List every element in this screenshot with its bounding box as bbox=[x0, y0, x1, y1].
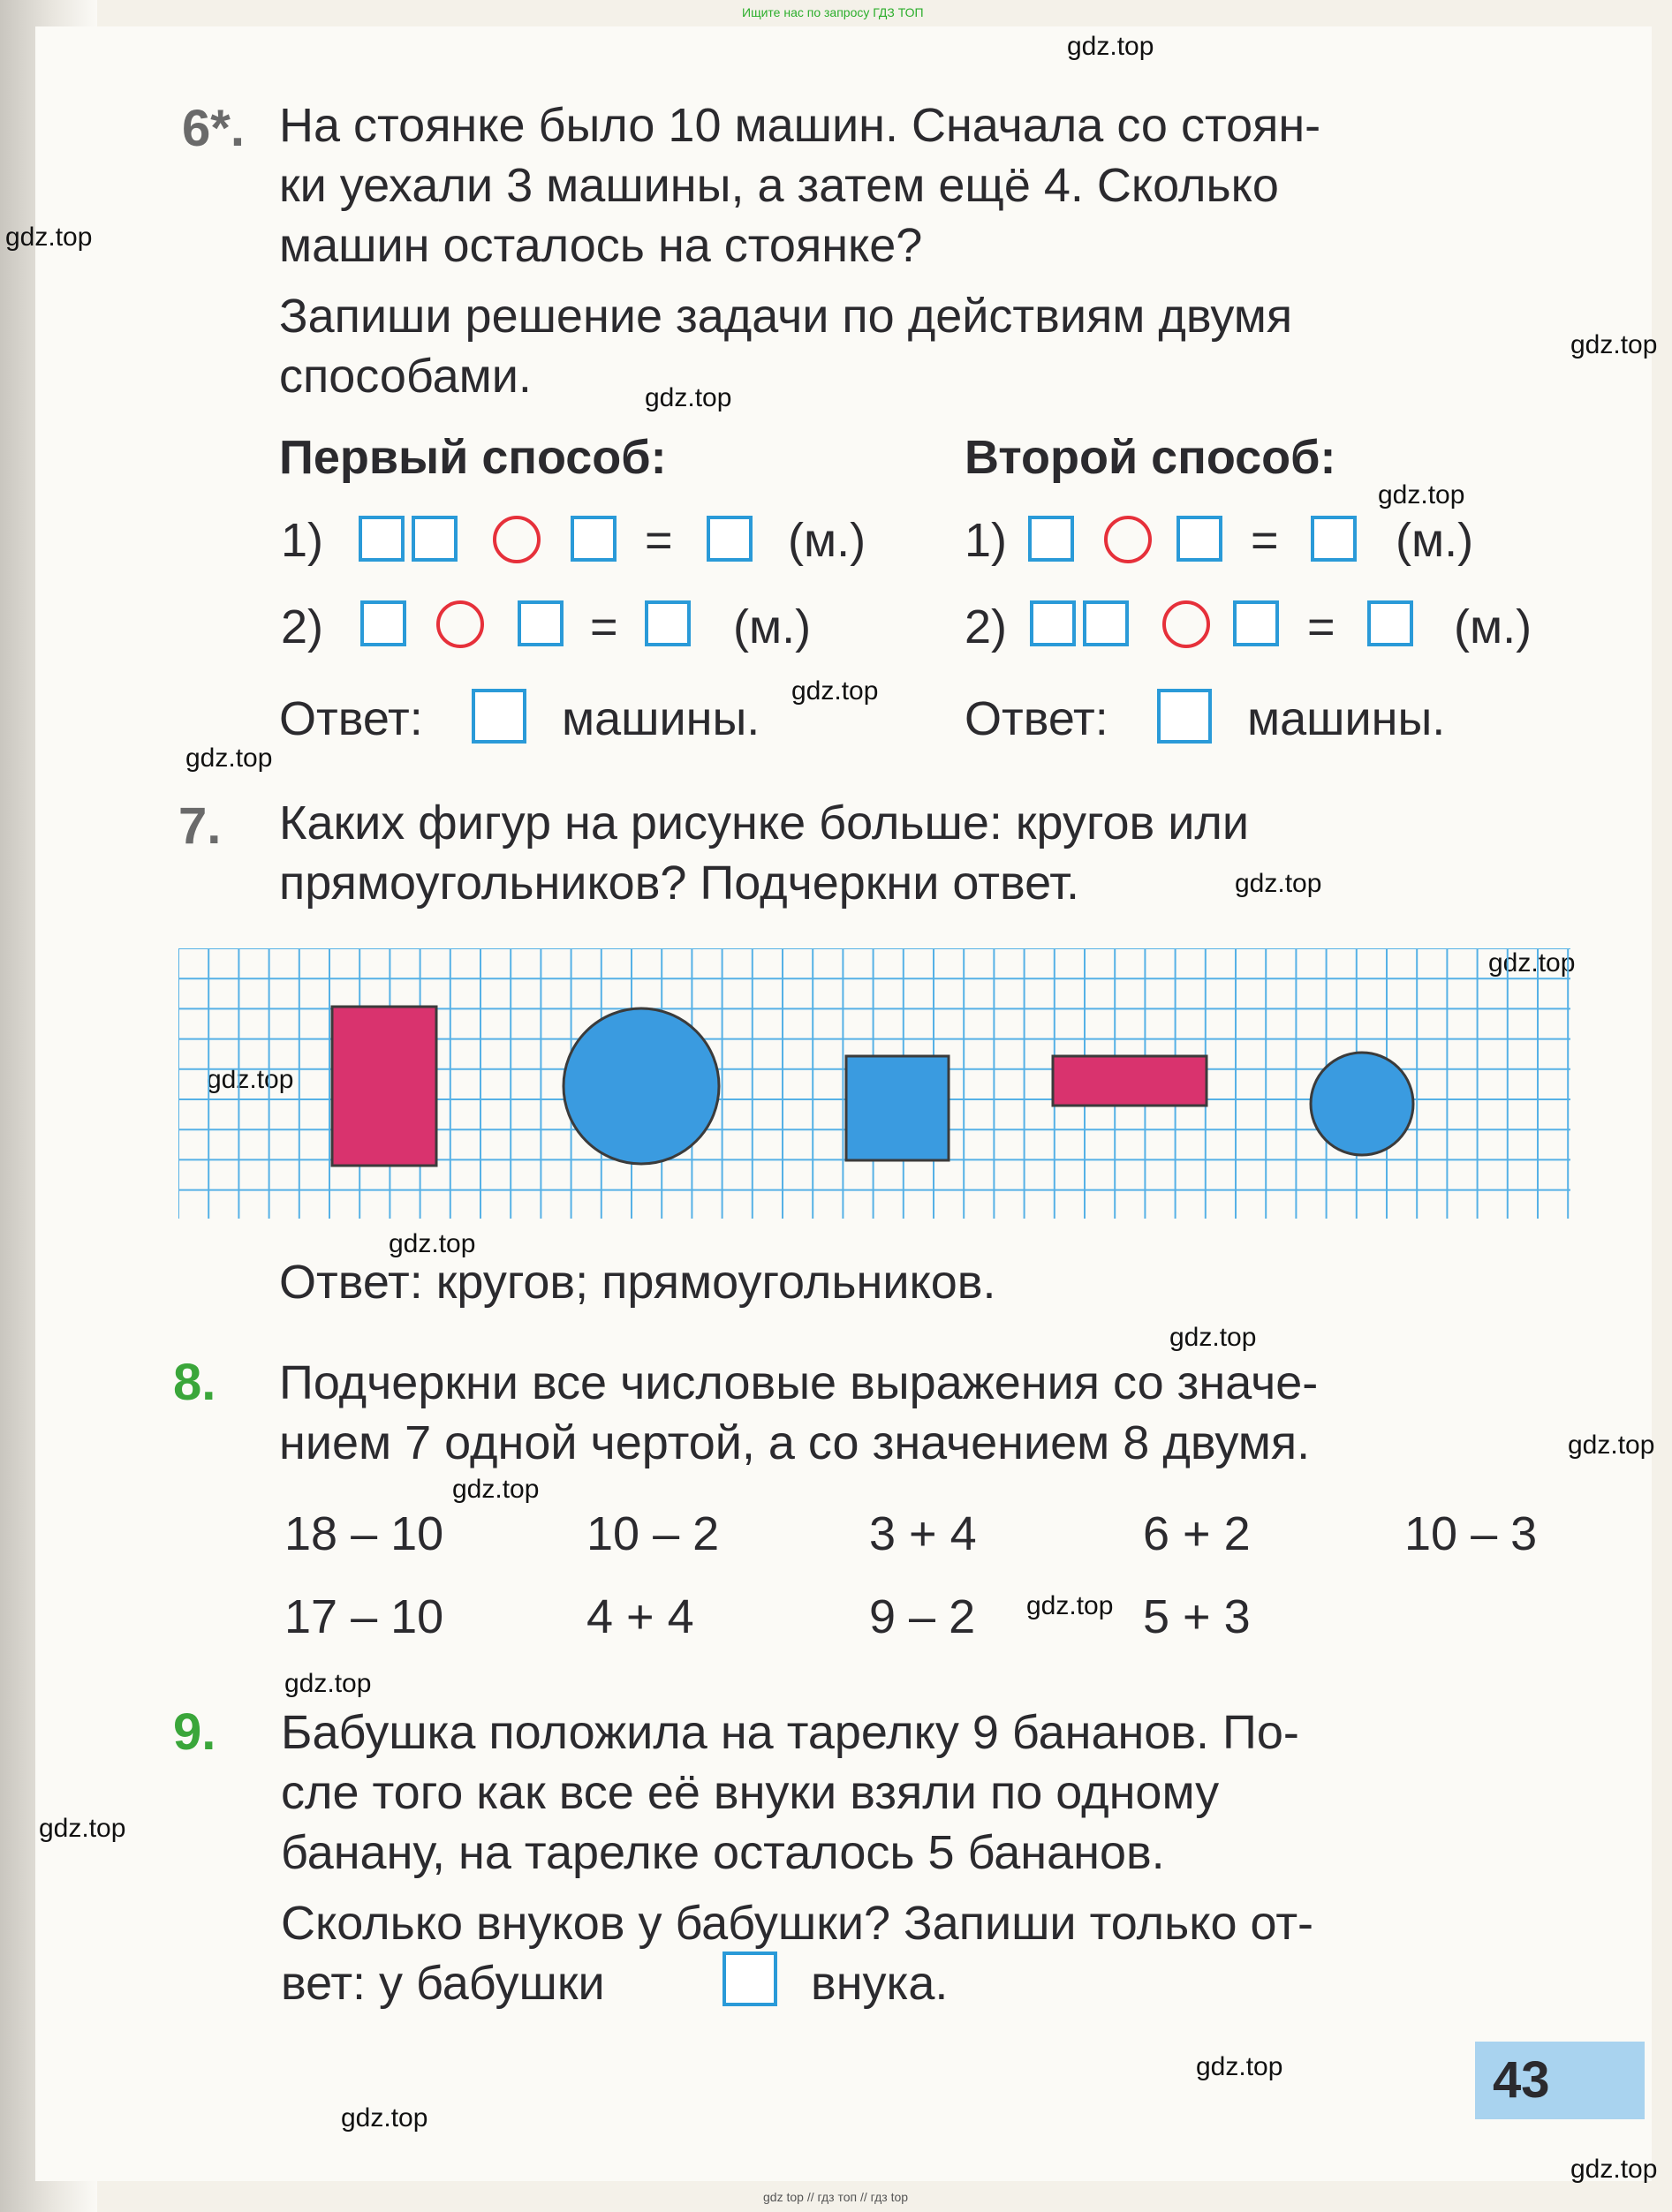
task9-line4: Сколько внуков у бабушки? Запиши только от- bbox=[281, 1897, 1314, 1950]
task9-line5-end: внука. bbox=[811, 1957, 949, 2010]
page-number: 43 bbox=[1475, 2042, 1645, 2119]
method1-step1-label: 1) bbox=[281, 514, 324, 567]
task6-line1: На стоянке было 10 машин. Сначала со стоян- bbox=[279, 99, 1321, 152]
answer-unit: машины. bbox=[1247, 692, 1446, 745]
expression[interactable]: 6 + 2 bbox=[1143, 1507, 1251, 1560]
task6-number: 6*. bbox=[182, 100, 245, 157]
method2-step1-label: 1) bbox=[965, 514, 1008, 567]
watermark: gdz.top bbox=[1568, 1431, 1655, 1460]
task9-number: 9. bbox=[173, 1703, 216, 1761]
task8-line2: нием 7 одной чертой, а со значением 8 двумя. bbox=[279, 1416, 1311, 1469]
watermark: gdz.top bbox=[39, 1814, 126, 1843]
expression[interactable]: 10 – 3 bbox=[1404, 1507, 1538, 1560]
task9-line3: банану, на тарелке осталось 5 бананов. bbox=[281, 1826, 1165, 1879]
watermark: gdz.top bbox=[1067, 32, 1154, 61]
task8-line1: Подчеркни все числовые выражения со значе- bbox=[279, 1356, 1319, 1409]
answer-box[interactable] bbox=[1233, 600, 1279, 646]
expression[interactable]: 10 – 2 bbox=[586, 1507, 720, 1560]
equals-sign: = bbox=[1307, 600, 1335, 653]
unit-label: (м.) bbox=[733, 600, 812, 653]
expression[interactable]: 17 – 10 bbox=[284, 1590, 444, 1643]
watermark: gdz.top bbox=[791, 676, 879, 706]
answer-box[interactable] bbox=[1083, 600, 1129, 646]
operator-circle[interactable] bbox=[493, 516, 541, 563]
top-banner: Ищите нас по запросу ГДЗ ТОП bbox=[742, 5, 924, 19]
blue-circle-large bbox=[564, 1008, 719, 1164]
operator-circle[interactable] bbox=[1104, 516, 1152, 563]
watermark: gdz.top bbox=[1235, 869, 1322, 898]
answer-label: Ответ: bbox=[965, 692, 1108, 745]
answer-box[interactable] bbox=[1311, 516, 1357, 562]
answer-box[interactable] bbox=[1157, 689, 1212, 744]
answer-unit: машины. bbox=[562, 692, 760, 745]
unit-label: (м.) bbox=[1396, 514, 1474, 567]
task7-number: 7. bbox=[178, 797, 222, 855]
unit-label: (м.) bbox=[1454, 600, 1532, 653]
task9-line2: сле того как все её внуки взяли по одному bbox=[281, 1766, 1220, 1819]
watermark: gdz.top bbox=[1196, 2052, 1283, 2081]
watermark: gdz.top bbox=[1378, 480, 1465, 510]
expression[interactable]: 18 – 10 bbox=[284, 1507, 444, 1560]
task6-line2: ки уехали 3 машины, а затем ещё 4. Сколько bbox=[279, 159, 1279, 212]
watermark: gdz.top bbox=[1169, 1323, 1257, 1352]
bottom-banner: gdz top // гдз топ // гдз top bbox=[763, 2190, 909, 2204]
watermark: gdz.top bbox=[1570, 330, 1658, 359]
expression[interactable]: 3 + 4 bbox=[869, 1507, 977, 1560]
expression[interactable]: 9 – 2 bbox=[869, 1590, 976, 1643]
answer-box[interactable] bbox=[1028, 516, 1074, 562]
watermark: gdz.top bbox=[5, 223, 93, 252]
answer-box[interactable] bbox=[1176, 516, 1222, 562]
expression[interactable]: 5 + 3 bbox=[1143, 1590, 1251, 1643]
unit-label: (м.) bbox=[788, 514, 866, 567]
answer-box[interactable] bbox=[645, 600, 691, 646]
watermark: gdz.top bbox=[1570, 2155, 1658, 2184]
task7-answer[interactable]: Ответ: кругов; прямоугольников. bbox=[279, 1256, 996, 1309]
watermark: gdz.top bbox=[1026, 1591, 1114, 1620]
answer-box[interactable] bbox=[359, 516, 405, 562]
watermark: gdz.top bbox=[185, 744, 273, 773]
equals-sign: = bbox=[1251, 514, 1279, 567]
answer-box[interactable] bbox=[360, 600, 406, 646]
answer-box[interactable] bbox=[518, 600, 564, 646]
task9-line1: Бабушка положила на тарелку 9 бананов. По- bbox=[281, 1706, 1299, 1759]
operator-circle[interactable] bbox=[436, 600, 484, 648]
first-method-title: Первый способ: bbox=[279, 431, 667, 484]
task6-line5: способами. bbox=[279, 350, 532, 403]
answer-box[interactable] bbox=[1030, 600, 1076, 646]
watermark: gdz.top bbox=[1488, 948, 1576, 978]
pink-rectangle-wide bbox=[1053, 1056, 1207, 1106]
watermark: gdz.top bbox=[284, 1669, 372, 1698]
watermark: gdz.top bbox=[341, 2103, 428, 2133]
equals-sign: = bbox=[590, 600, 618, 653]
watermark: gdz.top bbox=[207, 1065, 294, 1094]
answer-box[interactable] bbox=[707, 516, 753, 562]
answer-label: Ответ: bbox=[279, 692, 423, 745]
watermark: gdz.top bbox=[452, 1475, 540, 1504]
watermark: gdz.top bbox=[389, 1229, 476, 1258]
answer-box[interactable] bbox=[472, 689, 526, 744]
answer-box[interactable] bbox=[571, 516, 617, 562]
figures-grid bbox=[178, 948, 1570, 1219]
answer-box[interactable] bbox=[723, 1952, 777, 2006]
answer-box[interactable] bbox=[412, 516, 458, 562]
task6-line4: Запиши решение задачи по действиям двумя bbox=[279, 290, 1293, 343]
blue-square bbox=[846, 1056, 949, 1160]
method1-step2-label: 2) bbox=[281, 600, 324, 653]
task7-line2: прямоугольников? Подчеркни ответ. bbox=[279, 857, 1080, 910]
operator-circle[interactable] bbox=[1162, 600, 1210, 648]
task6-line3: машин осталось на стоянке? bbox=[279, 219, 923, 272]
answer-box[interactable] bbox=[1367, 600, 1413, 646]
pink-rectangle-tall bbox=[332, 1007, 436, 1166]
second-method-title: Второй способ: bbox=[965, 431, 1336, 484]
task7-line1: Каких фигур на рисунке больше: кругов или bbox=[279, 796, 1250, 849]
task8-number: 8. bbox=[173, 1354, 216, 1411]
blue-circle-small bbox=[1311, 1053, 1413, 1155]
watermark: gdz.top bbox=[645, 383, 732, 412]
task9-line5-start: вет: у бабушки bbox=[281, 1957, 605, 2010]
equals-sign: = bbox=[645, 514, 673, 567]
expression[interactable]: 4 + 4 bbox=[586, 1590, 694, 1643]
method2-step2-label: 2) bbox=[965, 600, 1008, 653]
